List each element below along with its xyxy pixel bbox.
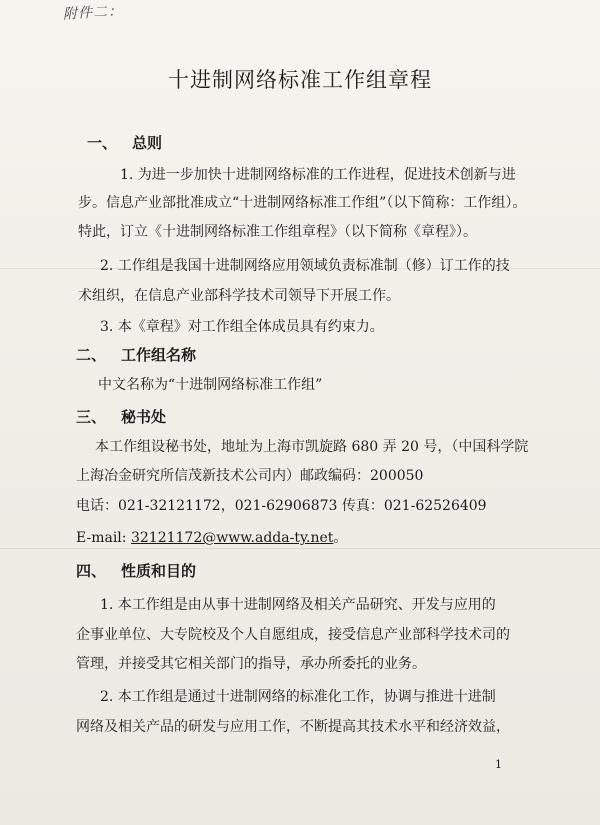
section-number: 三、 xyxy=(76,408,107,426)
section-number: 一、 xyxy=(87,134,118,152)
handwritten-note: 附件二： xyxy=(62,3,124,23)
email-line xyxy=(76,529,347,547)
paragraph-line: 上海冶金研究所信茂新技术公司内）邮政编码：200050 xyxy=(76,468,424,484)
section-title: 性质和目的 xyxy=(121,562,197,580)
paragraph-line: 2. 本工作组是通过十进制网络的标准化工作，协调与推进十进制 xyxy=(100,689,496,705)
paragraph-line: 中文名称为“十进制网络标准工作组” xyxy=(98,377,323,393)
paragraph-line: 步。信息产业部批准成立“十进制网络标准工作组”（以下简称：工作组）。 xyxy=(78,195,527,211)
paragraph-line: 3. 本《章程》对工作组全体成员具有约束力。 xyxy=(100,319,384,335)
section-heading-name xyxy=(76,346,196,364)
section-title: 总则 xyxy=(132,134,163,152)
document-title: 十进制网络标准工作组章程 xyxy=(168,68,432,92)
paragraph-line: 管理，并接受其它相关部门的指导，承办所委托的业务。 xyxy=(76,656,426,672)
paragraph-line: 1. 为进一步加快十进制网络标准的工作进程，促进技术创新与进 xyxy=(120,167,516,183)
paragraph-line: 1. 本工作组是由从事十进制网络及相关产品研究、开发与应用的 xyxy=(100,597,496,613)
section-number: 二、 xyxy=(76,346,107,364)
paragraph-line: 电话：021-32121172，021-62906873 传真：021-62526409 xyxy=(76,498,487,514)
paper-fold-line xyxy=(0,548,600,549)
section-heading-general xyxy=(87,134,162,152)
page-number: 1 xyxy=(495,758,502,771)
section-heading-secretariat xyxy=(76,408,166,426)
section-heading-nature-purpose xyxy=(76,562,196,580)
paragraph-line: 本工作组设秘书处，地址为上海市凯旋路 680 弄 20 号，（中国科学院 xyxy=(95,439,529,455)
section-title: 秘书处 xyxy=(121,408,167,426)
paragraph-line: 特此，订立《十进制网络标准工作组章程》（以下简称《章程》）。 xyxy=(78,224,477,240)
paragraph-line: 术组织，在信息产业部科学技术司领导下开展工作。 xyxy=(78,288,400,304)
email-link[interactable]: 32121172@www.adda-ty.net xyxy=(130,530,334,546)
email-label: E-mail: xyxy=(76,530,127,546)
paragraph-line: 企事业单位、大专院校及个人自愿组成，接受信息产业部科学技术司的 xyxy=(76,627,510,643)
section-title: 工作组名称 xyxy=(121,346,197,364)
paragraph-line: 网络及相关产品的研发与应用工作，不断提高其技术水平和经济效益， xyxy=(76,719,510,735)
paragraph-line: 2. 工作组是我国十进制网络应用领域负责标准制（修）订工作的技 xyxy=(100,258,510,274)
section-number: 四、 xyxy=(76,562,107,580)
email-suffix: 。 xyxy=(333,530,348,546)
